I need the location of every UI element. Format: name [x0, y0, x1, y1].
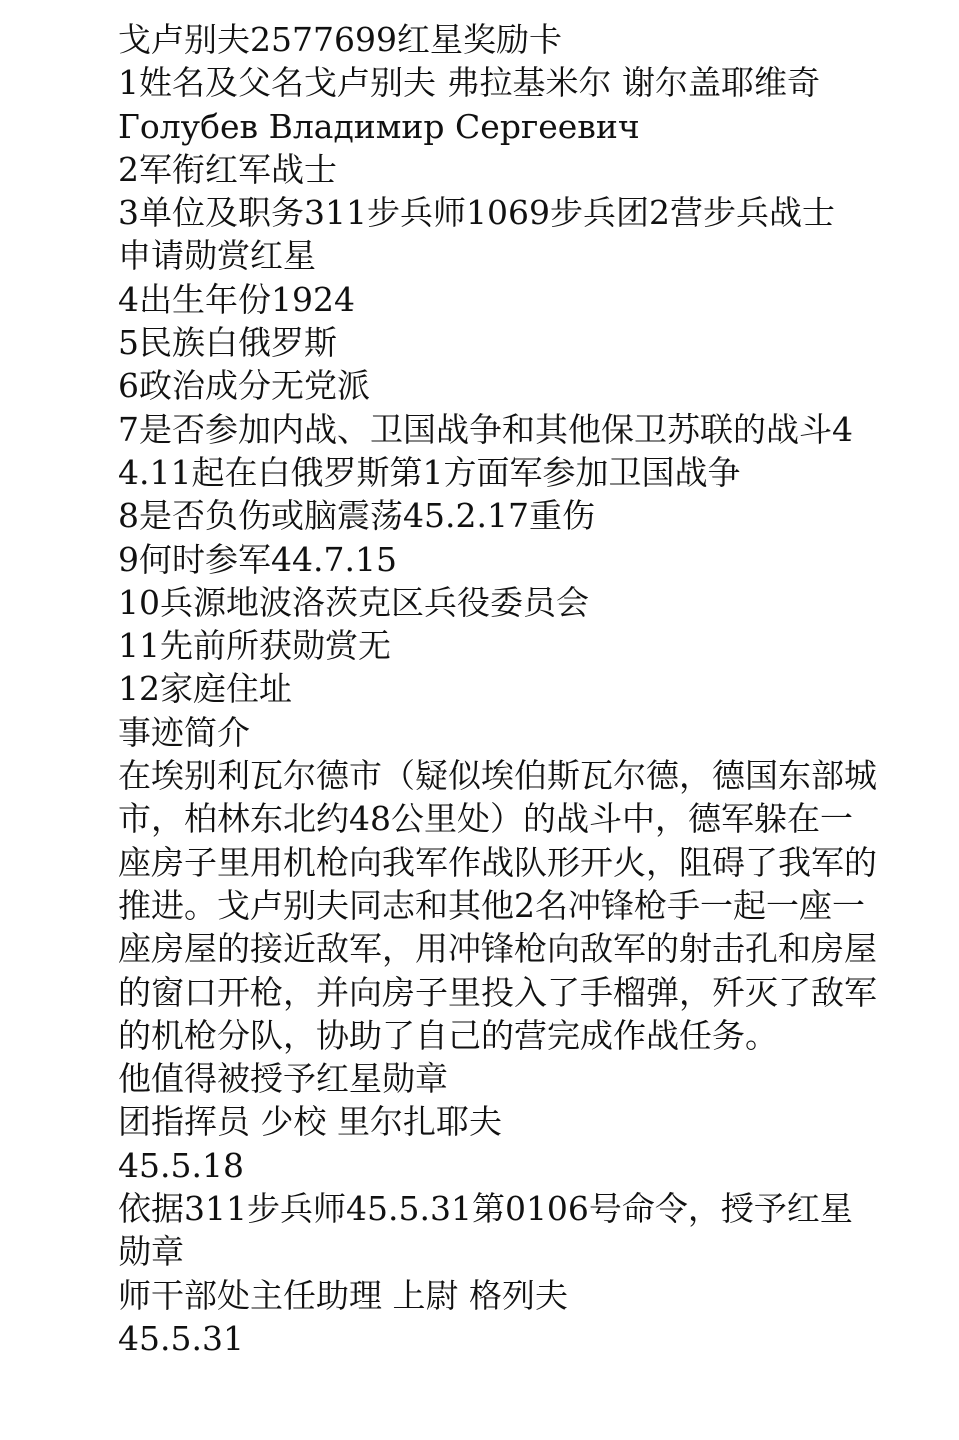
deeds-paragraph: 在埃别利瓦尔德市（疑似埃伯斯瓦尔德，德国东部城市，柏林东北约48公里处）的战斗中，德军躲在一座房子里用机枪向我军作战队形开火，阻碍了我军的推进。戈卢别夫同志和其他2名冲锋枪手一起一座一座房屋的接近敌军，用冲锋枪向敌军的射击孔和房屋的窗口开枪，并向房子里投入了手榴弹，歼灭了敌军的机枪分队，协助了自己的营完成作战任务。 — [118, 756, 877, 1055]
field-rank: 2军衔红军战士 — [118, 149, 337, 189]
field-birth-year: 4出生年份1924 — [118, 279, 355, 319]
field-unit: 3单位及职务311步兵师1069步兵团2营步兵战士 — [118, 193, 835, 233]
award-card-document — [118, 18, 878, 1360]
field-nationality: 5民族白俄罗斯 — [118, 323, 337, 363]
award-order: 依据311步兵师45.5.31第0106号命令，授予红星勋章 — [118, 1189, 853, 1272]
field-wounds: 8是否负伤或脑震荡45.2.17重伤 — [118, 496, 595, 536]
field-political-status: 6政治成分无党派 — [118, 366, 370, 406]
deeds-heading: 事迹简介 — [118, 712, 250, 752]
field-recruitment-office: 10兵源地波洛茨克区兵役委员会 — [118, 582, 589, 622]
award-request: 申请勋赏红星 — [118, 236, 316, 276]
recommendation-date: 45.5.18 — [118, 1145, 244, 1185]
field-name: 1姓名及父名戈卢别夫 弗拉基米尔 谢尔盖耶维奇 — [118, 63, 820, 103]
award-order-date: 45.5.31 — [118, 1318, 244, 1358]
field-previous-awards: 11先前所获勋赏无 — [118, 626, 391, 666]
division-officer-signature: 师干部处主任助理 上尉 格列夫 — [118, 1275, 568, 1315]
card-title: 戈卢别夫2577699红星奖励卡 — [118, 20, 562, 59]
field-enlistment-date: 9何时参军44.7.15 — [118, 539, 397, 579]
field-home-address: 12家庭住址 — [118, 669, 292, 709]
field-name-russian: Голубев Владимир Сергеевич — [118, 106, 640, 146]
regiment-commander-signature: 团指挥员 少校 里尔扎耶夫 — [118, 1102, 502, 1142]
field-combat-participation: 7是否参加内战、卫国战争和其他保卫苏联的战斗44.11起在白俄罗斯第1方面军参加卫国战争 — [118, 409, 853, 492]
recommendation: 他值得被授予红星勋章 — [118, 1059, 448, 1099]
